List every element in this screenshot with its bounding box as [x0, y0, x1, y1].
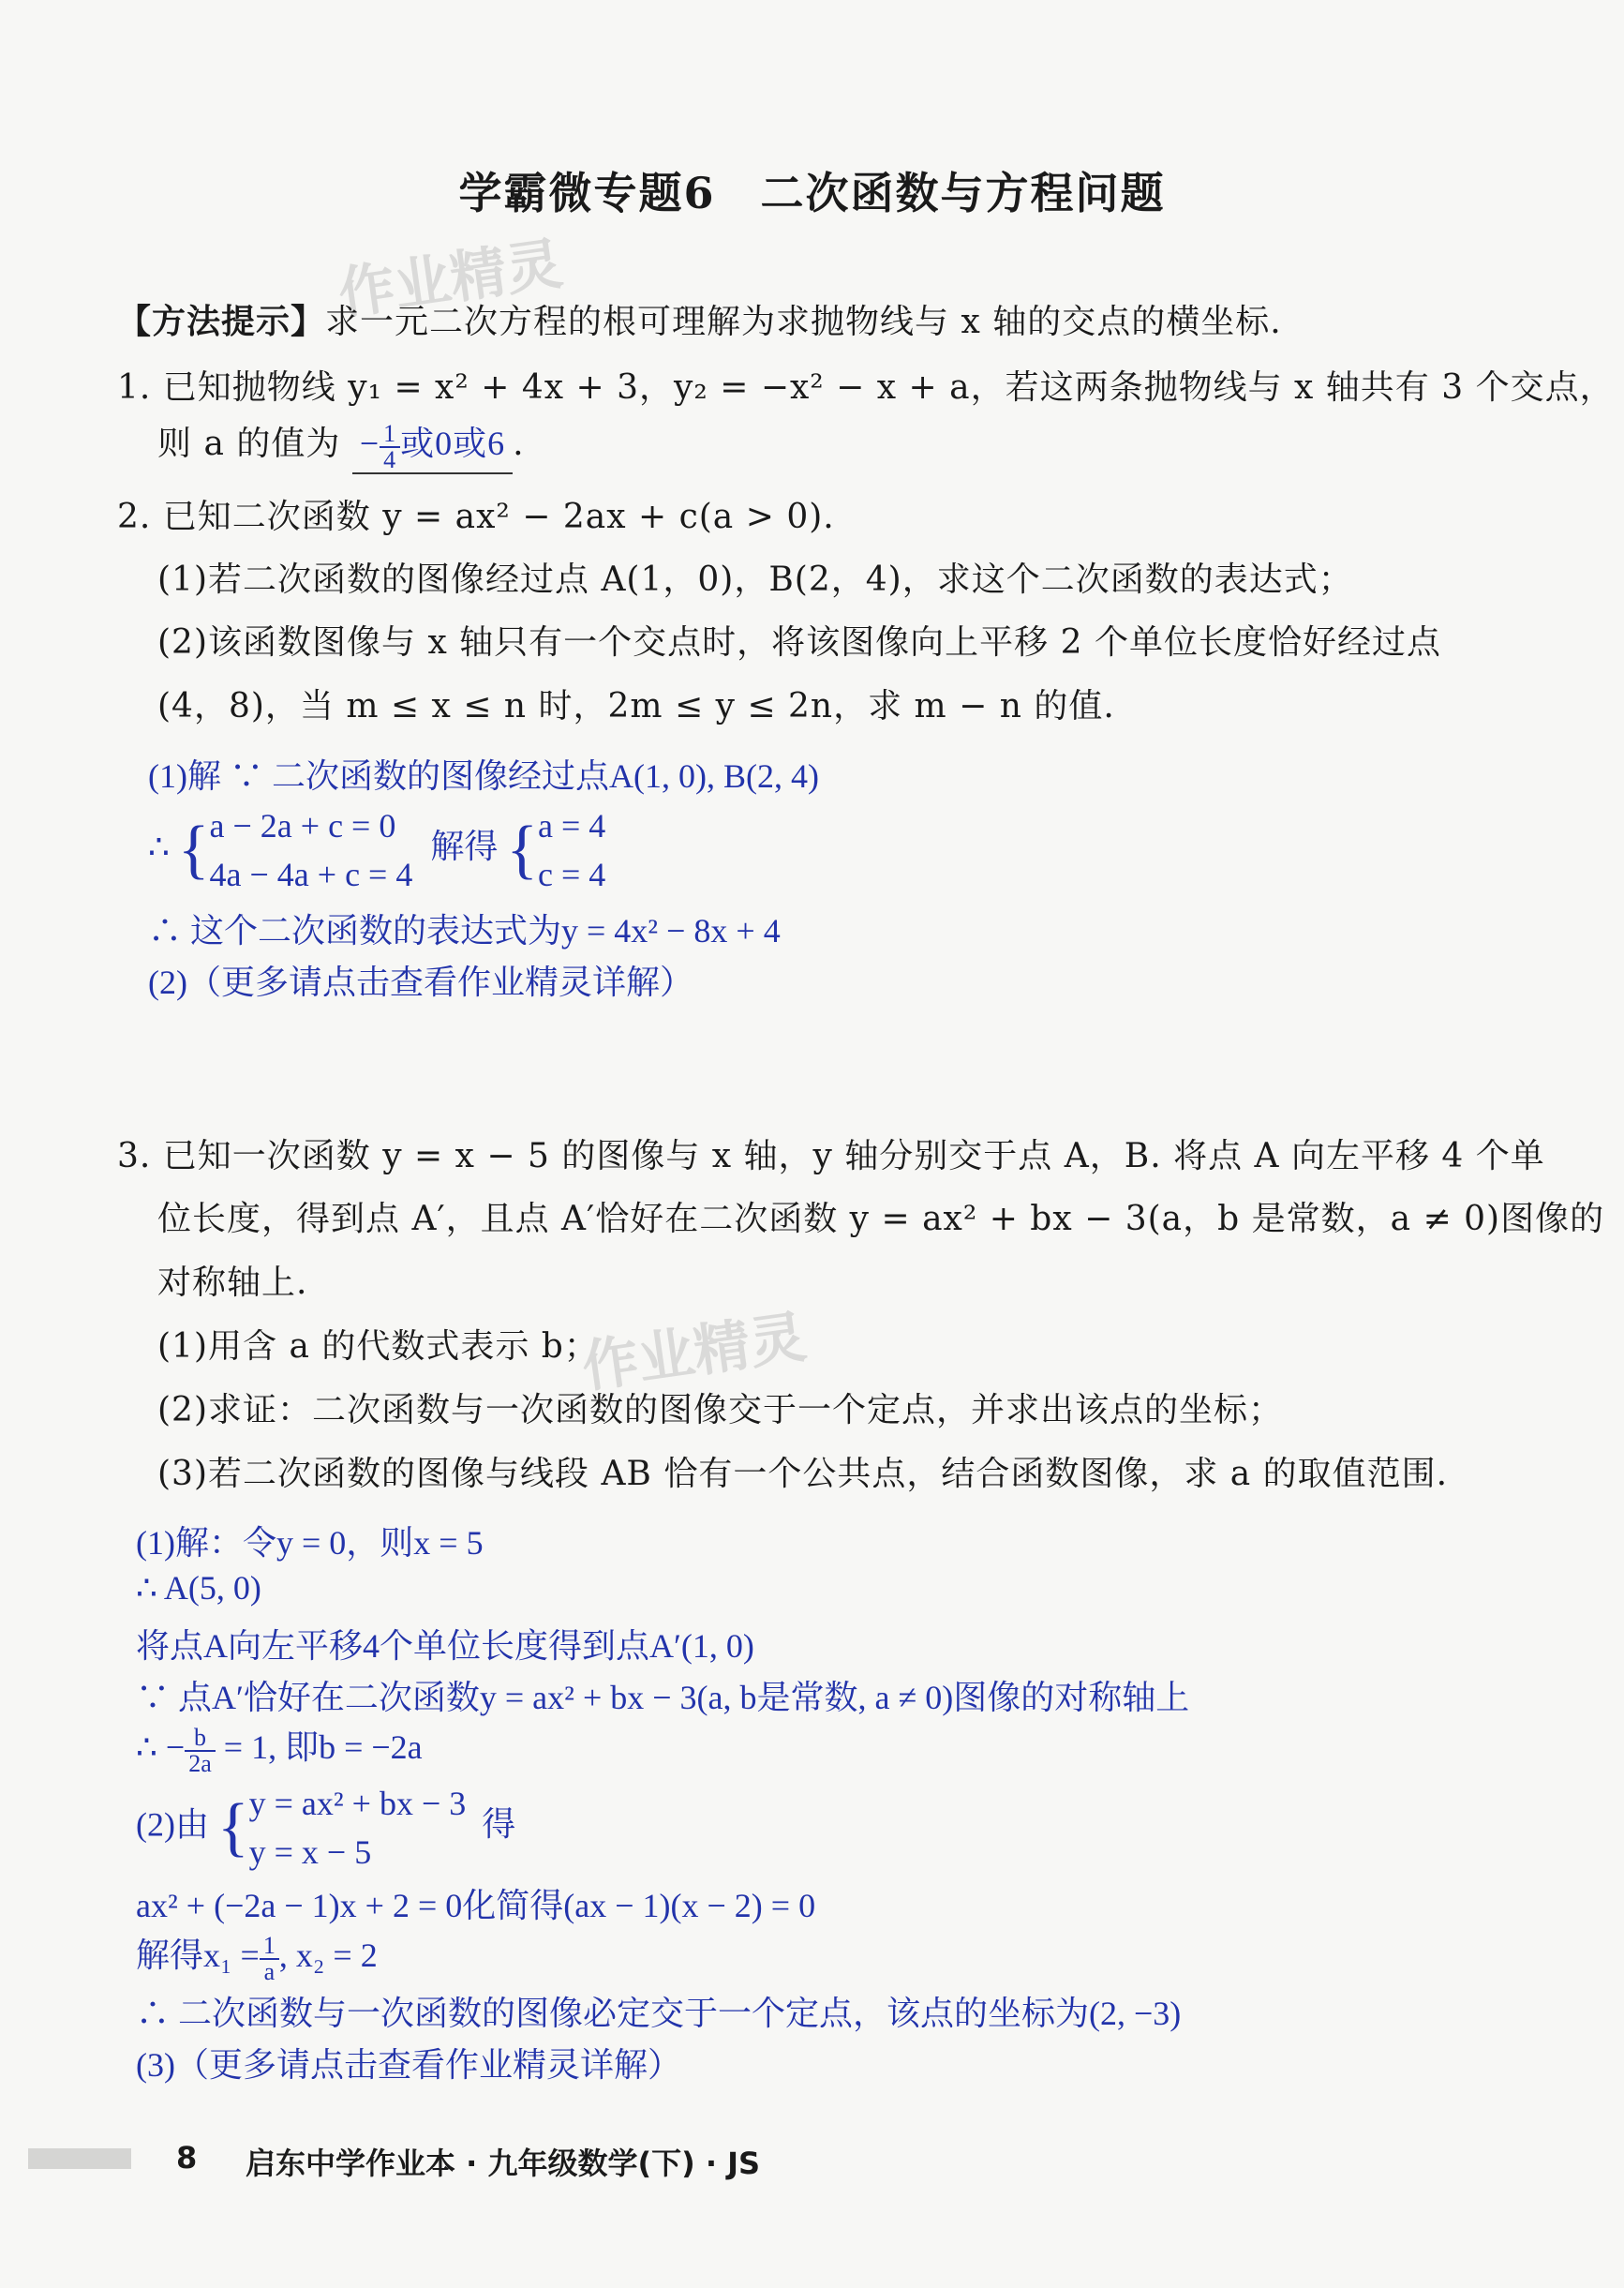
q3-solution-2: ∴ A(5, 0) [136, 1569, 261, 1607]
q3-solution-more: (3)（更多请点击查看作业精灵详解） [136, 2046, 681, 2084]
method-tip-tag: 【方法提示】 [117, 302, 326, 341]
q2-solution-system [148, 801, 605, 899]
page-title: 学霸微专题6 二次函数与方程问题 [458, 168, 1166, 218]
q1-answer [352, 417, 513, 474]
q2-part1: (1)若二次函数的图像经过点 A(1，0)，B(2，4)，求这个二次函数的表达式； [157, 561, 1353, 599]
q3-line2: 位长度，得到点 A′，且点 A′恰好在二次函数 y = ax² + bx − 3(a，b 是常数，a ≠ 0)图像的 [157, 1200, 1605, 1238]
frac-num: 1 [260, 1934, 279, 1960]
q3-line1: 3. 已知一次函数 y = x − 5 的图像与 x 轴，y 轴分别交于点 A，B. 将点 A 向左平移 4 个单 [117, 1137, 1545, 1175]
left-brace-icon: { [177, 814, 210, 887]
sol6-prefix: (2)由 [136, 1805, 209, 1844]
sol8-suffix: , x₂ = 2 [278, 1937, 378, 1974]
q3-solution-9: ∴ 二次函数与一次函数的图像必定交于一个定点，该点的坐标为(2, −3) [136, 1995, 1182, 2032]
fraction-b-over-2a [185, 1723, 216, 1777]
q1-line1: 1. 已知抛物线 y₁ = x² + 4x + 3，y₂ = −x² − x + a，若这两条抛物线与 x 轴共有 3 个交点， [117, 368, 1615, 407]
frac-den: 2a [188, 1749, 212, 1777]
q1-prefix: 则 a 的值为 [157, 425, 341, 463]
watermark-middle: 作业精灵 [577, 1304, 811, 1401]
q2-solution-more: (2)（更多请点击查看作业精灵详解） [148, 964, 693, 1001]
q1-frac-den: 4 [383, 445, 397, 473]
system1-eq1: a − 2a + c = 0 [209, 807, 396, 845]
book-title: 启东中学作业本 · 九年级数学(下) · JS [246, 2146, 761, 2181]
q2-stem: 2. 已知二次函数 y = ax² − 2ax + c(a > 0). [117, 498, 835, 536]
sol5-prefix: ∴ − [136, 1728, 186, 1766]
equation-system-2 [538, 801, 605, 899]
q2-part2-line1: (2)该函数图像与 x 轴只有一个交点时，将该图像向上平移 2 个单位长度恰好经过点 [157, 623, 1441, 662]
system3-eq1: y = ax² + bx − 3 [248, 1785, 467, 1822]
frac-num: b [185, 1726, 216, 1752]
watermark-top: 作业精灵 [334, 231, 567, 328]
sol5-suffix: = 1, 即b = −2a [223, 1728, 423, 1766]
left-brace-icon: { [506, 814, 538, 887]
left-brace-icon: { [216, 1791, 249, 1864]
q2-solution-line3: ∴ 这个二次函数的表达式为y = 4x² − 8x + 4 [148, 912, 781, 950]
equation-system-1 [210, 801, 413, 899]
system3-eq2: y = x − 5 [248, 1833, 372, 1872]
q1-frac-num: 1 [380, 422, 400, 448]
q1-suffix: . [513, 425, 525, 463]
system2-eq2: c = 4 [537, 856, 606, 894]
system2-eq1: a = 4 [537, 807, 606, 845]
system1-eq2: 4a − 4a + c = 4 [209, 856, 413, 894]
q1-answer-sign: − [359, 425, 380, 462]
fraction-1-over-a [260, 1931, 279, 1985]
q3-line3: 对称轴上. [157, 1264, 308, 1302]
q2-part2-line2: (4，8)，当 m ≤ x ≤ n 时，2m ≤ y ≤ 2n，求 m − n 的值. [157, 687, 1115, 725]
footer-decoration [28, 2148, 131, 2169]
page-number: 8 [176, 2140, 198, 2176]
q1-answer-rest: 或0或6 [400, 425, 506, 462]
sol8-prefix: 解得x₁ = [136, 1937, 260, 1974]
q3-part2: (2)求证：二次函数与一次函数的图像交于一个定点，并求出该点的坐标； [157, 1391, 1283, 1429]
q3-solution-6 [136, 1779, 515, 1877]
q2-solution-line1: (1)解 ∵ 二次函数的图像经过点A(1, 0), B(2, 4) [148, 757, 819, 795]
q3-part3: (3)若二次函数的图像与线段 AB 恰有一个公共点，结合函数图像，求 a 的取值范围. [157, 1455, 1449, 1493]
q3-solution-7: ax² + (−2a − 1)x + 2 = 0化简得(ax − 1)(x − 2) = 0 [136, 1887, 816, 1924]
method-tip-text: 求一元二次方程的根可理解为求抛物线与 x 轴的交点的横坐标. [325, 303, 1282, 341]
sol6-suffix: 得 [482, 1805, 516, 1844]
equation-system-3 [249, 1779, 467, 1877]
q3-part1: (1)用含 a 的代数式表示 b； [157, 1327, 599, 1366]
frac-den: a [263, 1957, 276, 1985]
q3-solution-4: ∵ 点A′恰好在二次函数y = ax² + bx − 3(a, b是常数, a ≠ 0)图像的对称轴上 [136, 1679, 1190, 1716]
q3-solution-8 [136, 1929, 378, 1984]
q3-solution-5 [136, 1721, 423, 1776]
therefore-symbol: ∴ [148, 828, 170, 866]
q3-solution-1: (1)解：令y = 0，则x = 5 [136, 1524, 484, 1562]
method-tip [117, 295, 1282, 343]
solve-label: 解得 [430, 828, 499, 866]
q1-answer-fraction [380, 419, 400, 473]
q3-solution-3: 将点A向左平移4个单位长度得到点A′(1, 0) [136, 1627, 754, 1665]
q1-line2 [157, 417, 525, 474]
